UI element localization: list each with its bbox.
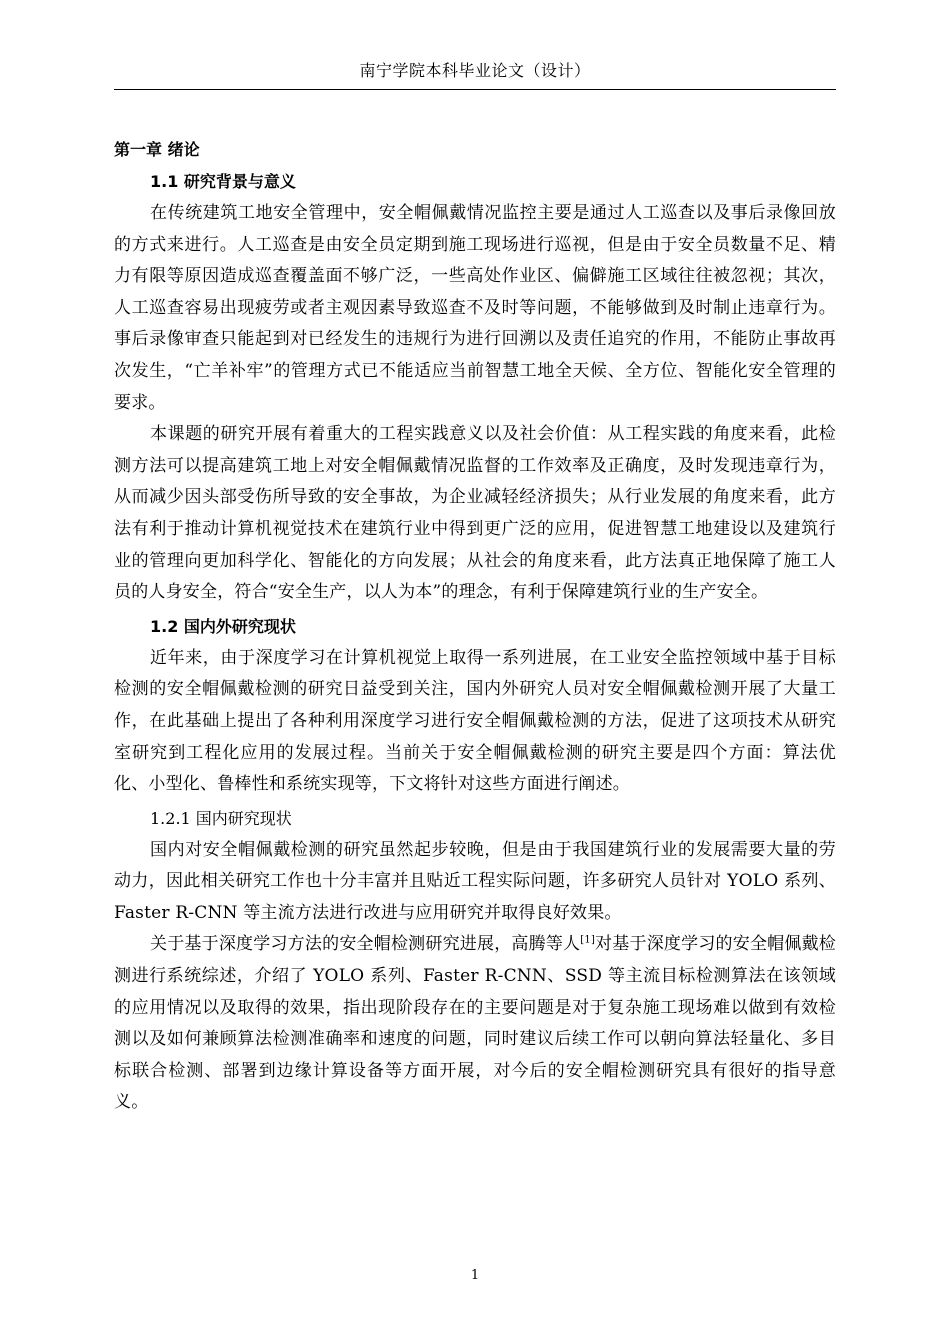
section-title-1-1: 1.1 研究背景与意义 (150, 172, 296, 191)
paragraph-domestic-2 (114, 929, 836, 1119)
chapter-title: 第一章 绪论 (114, 140, 200, 159)
paragraph-domestic-1: 国内对安全帽佩戴检测的研究虽然起步较晚，但是由于我国建筑行业的发展需要大量的劳动力，因此相关研究工作也十分丰富并且贴近工程实际问题，许多研究人员针对 YOLO 系列、Faster R-CNN 等主流方法进行改进与应用研究并取得良好效果。 (114, 839, 836, 923)
body-content (114, 134, 836, 1119)
header-divider (114, 89, 836, 90)
paragraph-status-overview: 近年来，由于深度学习在计算机视觉上取得一系列进展，在工业安全监控领域中基于目标检测的安全帽佩戴检测的研究日益受到关注，国内外研究人员对安全帽佩戴检测开展了大量工作，在此基础上提出了各种利用深度学习进行安全帽佩戴检测的方法，促进了这项技术从研究室研究到工程化应用的发展过程。当前关于安全帽佩戴检测的研究主要是四个方面：算法优化、小型化、鲁棒性和系统实现等，下文将针对这些方面进行阐述。 (114, 647, 836, 795)
paragraph-background-2: 本课题的研究开展有着重大的工程实践意义以及社会价值：从工程实践的角度来看，此检测方法可以提高建筑工地上对安全帽佩戴情况监督的工作效率及正确度，及时发现违章行为，从而减少因头部受伤所导致的安全事故，为企业减轻经济损失；从行业发展的角度来看，此方法有利于推动计算机视觉技术在建筑行业中得到更广泛的应用，促进智慧工地建设以及建筑行业的管理向更加科学化、智能化的方向发展；从社会的角度来看，此方法真正地保障了施工人员的人身安全，符合“安全生产，以人为本”的理念，有利于保障建筑行业的生产安全。 (114, 424, 836, 603)
page-number: 1 (470, 1268, 480, 1283)
running-header: 南宁学院本科毕业论文（设计） (359, 61, 591, 80)
paragraph-background-1: 在传统建筑工地安全管理中，安全帽佩戴情况监控主要是通过人工巡查以及事后录像回放的方式来进行。人工巡查是由安全员定期到施工现场进行巡视，但是由于安全员数量不足、精力有限等原因造成巡查覆盖面不够广泛，一些高处作业区、偏僻施工区域往往被忽视；其次，人工巡查容易出现疲劳或者主观因素导致巡查不及时等问题，不能够做到及时制止违章行为。事后录像审查只能起到对已经发生的违规行为进行回溯以及责任追究的作用，不能防止事故再次发生，“亡羊补牢”的管理方式已不能适应当前智慧工地全天候、全方位、智能化安全管理的要求。 (114, 203, 836, 413)
paragraph-text: 对基于深度学习的安全帽佩戴检测进行系统综述，介绍了 YOLO 系列、Faster R-CNN、SSD 等主流目标检测算法在该领域的应用情况以及取得的效果，指出现阶段存在的主要问题是对于复杂施工现场难以做到有效检测以及如何兼顾算法检测准确率和速度的问题，同时建议后续工作可以朝向算法轻量化、多目标联合检测、部署到边缘计算设备等方面开展，对今后的安全帽检测研究具有很好的指导意义。 (114, 934, 836, 1113)
citation-marker[interactable]: [1] (580, 934, 596, 946)
section-title-1-2: 1.2 国内外研究现状 (150, 616, 296, 636)
subsection-title-1-2-1: 1.2.1 国内研究现状 (150, 808, 292, 828)
paragraph-text: 关于基于深度学习方法的安全帽检测研究进展，高腾等人 (150, 934, 581, 955)
